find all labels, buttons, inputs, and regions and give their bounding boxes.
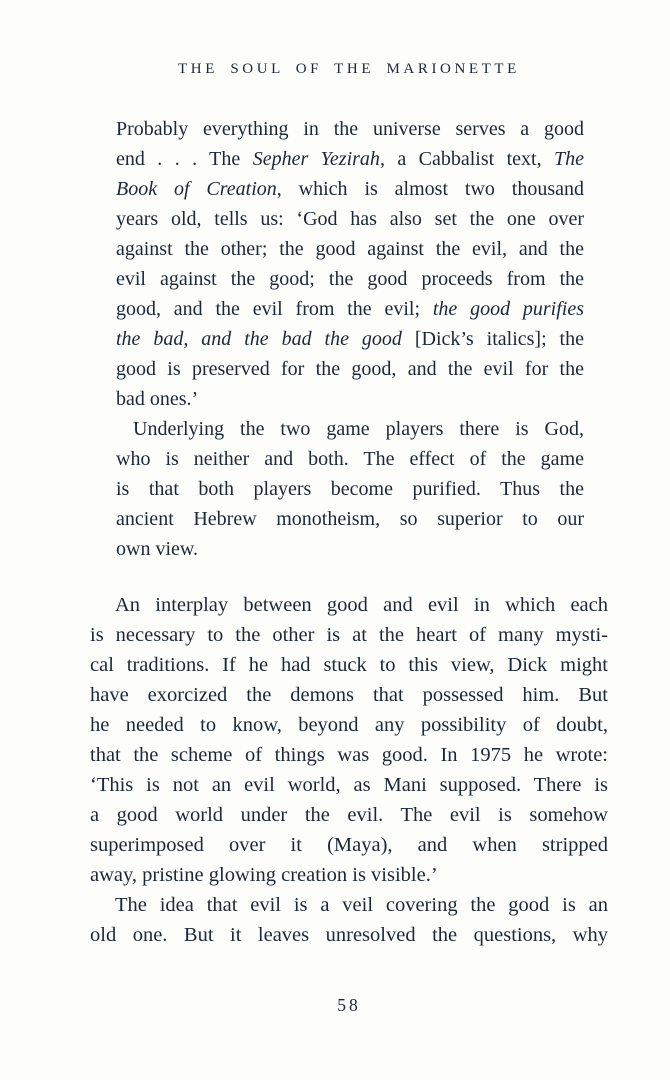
text-line: An interplay between good and evil in which each [115,594,608,616]
text-line: have exorcized the demons that possessed him. But [90,684,608,706]
body-paragraph-2 [90,890,608,950]
text-line: years old, tells us: ‘God has also set the one over [116,208,584,230]
text-line: against the other; the good against the evil, and the [116,238,584,260]
text-line: Book of Creation, which is almost two thousand [116,178,584,200]
text-line: he needed to know, beyond any possibility of doubt, [90,714,608,736]
quote-paragraph-1 [116,114,584,414]
text-line: ancient Hebrew monotheism, so superior to our [116,508,584,530]
text-line: a good world under the evil. The evil is somehow [90,804,608,826]
block-quote [116,114,584,564]
text-line: is necessary to the other is at the heart of many mysti- [90,624,608,646]
text-line: is that both players become purified. Thus the [116,478,584,500]
text-line: Underlying the two game players there is God, [133,418,584,440]
text-line: away, pristine glowing creation is visible.’ [90,864,438,886]
text-line: good is preserved for the good, and the evil for the [116,358,584,380]
text-line: the bad, and the bad the good [Dick’s italics]; the [116,328,584,350]
text-line: The idea that evil is a veil covering the good is an [115,894,608,916]
running-head: THE SOUL OF THE MARIONETTE [178,61,520,77]
body-paragraph-1 [90,590,608,890]
text-line: good, and the evil from the evil; the good purifies [116,298,584,320]
text-line: who is neither and both. The effect of the game [116,448,584,470]
text-line: superimposed over it (Maya), and when stripped [90,834,608,856]
body-text [90,590,608,950]
text-line: Probably everything in the universe serves a good [116,118,584,140]
page-number: 58 [337,995,361,1015]
text-line: end . . . The Sepher Yezirah, a Cabbalist text, The [116,148,585,170]
text-line: that the scheme of things was good. In 1975 he wrote: [90,744,608,766]
text-line: bad ones.’ [116,388,199,410]
text-line: own view. [116,538,199,560]
text-line: evil against the good; the good proceeds from the [116,268,584,290]
text-line: old one. But it leaves unresolved the questions, why [90,924,608,946]
text-line: ‘This is not an evil world, as Mani supposed. There is [90,774,608,796]
quote-paragraph-2 [116,414,584,564]
text-line: cal traditions. If he had stuck to this view, Dick might [90,654,608,676]
